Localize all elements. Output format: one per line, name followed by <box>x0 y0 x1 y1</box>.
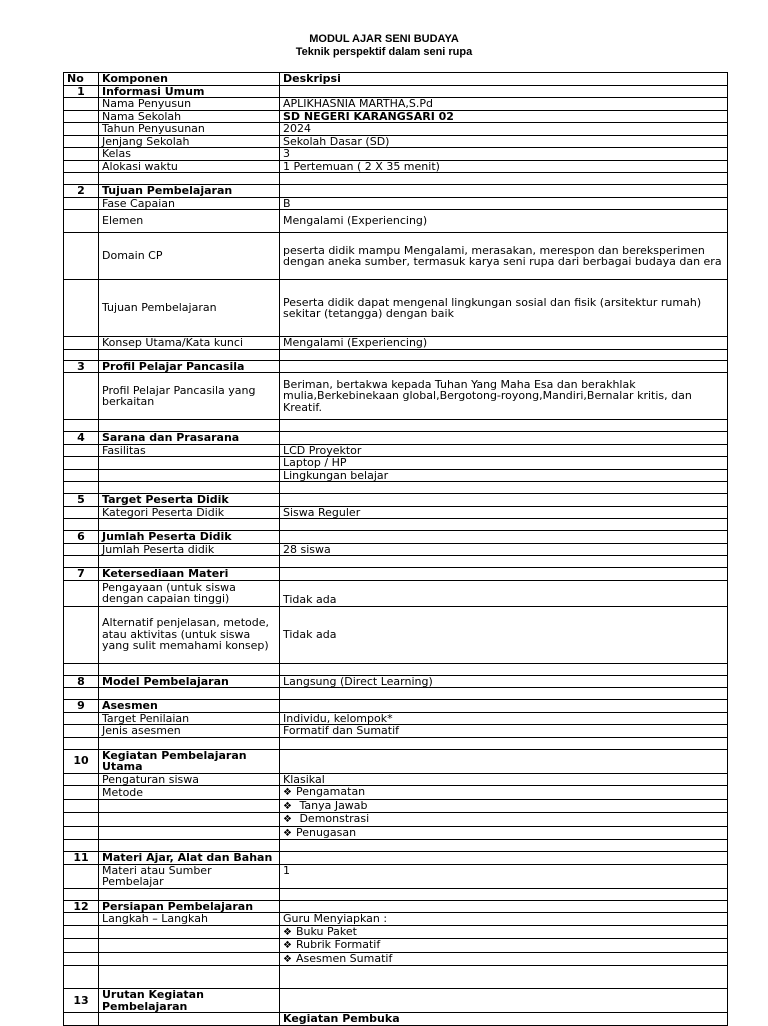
row-komponen: Nama Penyusun <box>99 98 280 111</box>
table-row <box>64 663 728 675</box>
bullet-item: ❖ Tanya Jawab <box>283 799 368 812</box>
table-row <box>64 864 728 888</box>
row-komponen <box>99 813 280 827</box>
table-row <box>64 606 728 663</box>
row-komponen: Nama Sekolah <box>99 110 280 123</box>
row-number <box>64 349 99 360</box>
row-deskripsi <box>280 966 728 989</box>
table-row <box>64 888 728 900</box>
table-row <box>64 786 728 800</box>
row-deskripsi: Tidak ada <box>280 606 728 663</box>
row-deskripsi <box>280 349 728 360</box>
row-komponen: Jenjang Sekolah <box>99 135 280 148</box>
row-number <box>64 939 99 953</box>
row-number <box>64 469 99 482</box>
row-deskripsi: Klasikal <box>280 773 728 786</box>
row-komponen: Profil Pelajar Pancasila <box>99 360 280 373</box>
row-komponen: Kategori Peserta Didik <box>99 506 280 519</box>
row-komponen: Persiapan Pembelajaran <box>99 900 280 913</box>
row-number <box>64 444 99 457</box>
table-row <box>64 444 728 457</box>
row-komponen <box>99 556 280 568</box>
row-number <box>64 888 99 900</box>
row-number <box>64 925 99 939</box>
table-row <box>64 98 728 111</box>
bullet-item: ❖ Penugasan <box>283 826 356 839</box>
row-deskripsi <box>280 840 728 852</box>
row-deskripsi <box>280 482 728 494</box>
row-komponen <box>99 519 280 531</box>
row-number <box>64 966 99 989</box>
table-row <box>64 675 728 688</box>
row-number <box>64 457 99 470</box>
row-deskripsi <box>280 852 728 865</box>
row-number <box>64 799 99 813</box>
row-komponen <box>99 888 280 900</box>
row-number <box>64 840 99 852</box>
row-number <box>64 280 99 337</box>
row-komponen: Konsep Utama/Kata kunci <box>99 337 280 350</box>
row-number <box>64 913 99 926</box>
table-row <box>64 349 728 360</box>
table-row <box>64 457 728 470</box>
table-row <box>64 85 728 98</box>
row-deskripsi: APLIKHASNIA MARTHA,S.Pd <box>280 98 728 111</box>
row-komponen: Alokasi waktu <box>99 160 280 173</box>
table-row <box>64 123 728 136</box>
row-number: 6 <box>64 531 99 544</box>
row-komponen <box>99 663 280 675</box>
row-deskripsi <box>280 888 728 900</box>
row-deskripsi <box>280 432 728 445</box>
table-row <box>64 135 728 148</box>
row-deskripsi <box>280 989 728 1013</box>
row-number <box>64 712 99 725</box>
row-number: 3 <box>64 360 99 373</box>
row-komponen: Domain CP <box>99 233 280 280</box>
row-komponen: Jumlah Peserta didik <box>99 543 280 556</box>
row-komponen <box>99 349 280 360</box>
row-number: 7 <box>64 568 99 581</box>
row-number <box>64 98 99 111</box>
bullet-item: ❖ Asesmen Sumatif <box>283 952 392 965</box>
row-deskripsi <box>280 826 728 840</box>
table-row <box>64 913 728 926</box>
row-number <box>64 173 99 185</box>
table-row <box>64 494 728 507</box>
row-deskripsi: 1 <box>280 864 728 888</box>
table-row <box>64 233 728 280</box>
row-deskripsi <box>280 900 728 913</box>
row-number <box>64 688 99 700</box>
row-komponen: Asesmen <box>99 700 280 713</box>
row-number <box>64 337 99 350</box>
row-number: 4 <box>64 432 99 445</box>
row-number <box>64 737 99 749</box>
row-number <box>64 606 99 663</box>
row-deskripsi <box>280 799 728 813</box>
row-komponen <box>99 420 280 432</box>
bullet-item: ❖ Buku Paket <box>283 925 357 938</box>
row-komponen: Kelas <box>99 148 280 161</box>
table-row <box>64 737 728 749</box>
table-row <box>64 799 728 813</box>
row-number: 5 <box>64 494 99 507</box>
row-number <box>64 482 99 494</box>
document-title: MODUL AJAR SENI BUDAYA <box>309 33 459 45</box>
row-deskripsi: Sekolah Dasar (SD) <box>280 135 728 148</box>
table-row <box>64 469 728 482</box>
row-deskripsi: SD NEGERI KARANGSARI 02 <box>280 110 728 123</box>
row-number <box>64 373 99 420</box>
row-komponen: Tahun Penyusunan <box>99 123 280 136</box>
row-komponen: Model Pembelajaran <box>99 675 280 688</box>
table-row <box>64 148 728 161</box>
row-number <box>64 160 99 173</box>
row-deskripsi: Guru Menyiapkan : <box>280 913 728 926</box>
row-number <box>64 773 99 786</box>
row-deskripsi: Siswa Reguler <box>280 506 728 519</box>
row-number: 2 <box>64 185 99 198</box>
row-komponen: Kegiatan Pembelajaran Utama <box>99 749 280 773</box>
row-number <box>64 123 99 136</box>
row-komponen <box>99 939 280 953</box>
row-number <box>64 813 99 827</box>
table-row <box>64 725 728 738</box>
row-deskripsi: Kegiatan Pembuka <box>280 1013 728 1026</box>
row-komponen: Fase Capaian <box>99 197 280 210</box>
row-komponen: Profil Pelajar Pancasila yang berkaitan <box>99 373 280 420</box>
table-row <box>64 712 728 725</box>
row-deskripsi <box>280 813 728 827</box>
row-deskripsi <box>280 494 728 507</box>
document-subtitle: Teknik perspektif dalam seni rupa <box>295 46 473 58</box>
row-komponen: Tujuan Pembelajaran <box>99 280 280 337</box>
row-number <box>64 135 99 148</box>
table-row <box>64 989 728 1013</box>
row-deskripsi <box>280 173 728 185</box>
row-komponen: Target Peserta Didik <box>99 494 280 507</box>
table-row <box>64 773 728 786</box>
row-komponen: Tujuan Pembelajaran <box>99 185 280 198</box>
row-number <box>64 556 99 568</box>
row-deskripsi <box>280 952 728 966</box>
row-deskripsi: Tidak ada <box>280 580 728 606</box>
row-komponen: Materi Ajar, Alat dan Bahan <box>99 852 280 865</box>
row-komponen: Urutan Kegiatan Pembelajaran <box>99 989 280 1013</box>
row-deskripsi: Formatif dan Sumatif <box>280 725 728 738</box>
row-number: 9 <box>64 700 99 713</box>
row-komponen <box>99 826 280 840</box>
header-deskripsi: Deskripsi <box>280 73 728 86</box>
row-deskripsi <box>280 688 728 700</box>
row-number <box>64 1013 99 1026</box>
row-komponen: Materi atau Sumber Pembelajar <box>99 864 280 888</box>
row-komponen: Sarana dan Prasarana <box>99 432 280 445</box>
row-number <box>64 826 99 840</box>
row-deskripsi <box>280 749 728 773</box>
table-row <box>64 185 728 198</box>
row-komponen <box>99 482 280 494</box>
row-deskripsi: peserta didik mampu Mengalami, merasakan, merespon dan bereksperimen dengan aneka sumber, termasuk karya seni rupa dari berbagai budaya dan era <box>280 233 728 280</box>
row-komponen <box>99 1013 280 1026</box>
row-number <box>64 506 99 519</box>
row-komponen: Ketersediaan Materi <box>99 568 280 581</box>
row-number <box>64 864 99 888</box>
row-deskripsi <box>280 939 728 953</box>
table-row <box>64 840 728 852</box>
row-deskripsi: Individu, kelompok* <box>280 712 728 725</box>
row-deskripsi <box>280 700 728 713</box>
row-deskripsi <box>280 531 728 544</box>
row-deskripsi <box>280 360 728 373</box>
row-number: 12 <box>64 900 99 913</box>
row-deskripsi: 1 Pertemuan ( 2 X 35 menit) <box>280 160 728 173</box>
table-row <box>64 543 728 556</box>
row-komponen: Pengaturan siswa <box>99 773 280 786</box>
row-deskripsi <box>280 737 728 749</box>
row-number: 10 <box>64 749 99 773</box>
row-deskripsi: Lingkungan belajar <box>280 469 728 482</box>
row-number: 13 <box>64 989 99 1013</box>
table-row <box>64 749 728 773</box>
row-deskripsi: LCD Proyektor <box>280 444 728 457</box>
header-no: No <box>64 73 99 86</box>
row-komponen: Target Penilaian <box>99 712 280 725</box>
row-deskripsi: Peserta didik dapat mengenal lingkungan sosial dan fisik (arsitektur rumah) sekitar (tetangga) dengan baik <box>280 280 728 337</box>
row-komponen <box>99 952 280 966</box>
row-komponen <box>99 925 280 939</box>
row-deskripsi <box>280 519 728 531</box>
row-deskripsi: Laptop / HP <box>280 457 728 470</box>
row-deskripsi: B <box>280 197 728 210</box>
row-deskripsi: 3 <box>280 148 728 161</box>
table-row <box>64 337 728 350</box>
row-deskripsi <box>280 925 728 939</box>
table-row <box>64 482 728 494</box>
table-row <box>64 852 728 865</box>
table-row <box>64 688 728 700</box>
table-row <box>64 110 728 123</box>
row-number <box>64 725 99 738</box>
table-row <box>64 420 728 432</box>
row-komponen <box>99 737 280 749</box>
table-row <box>64 373 728 420</box>
row-komponen <box>99 457 280 470</box>
row-komponen <box>99 469 280 482</box>
table-row <box>64 506 728 519</box>
row-deskripsi: 2024 <box>280 123 728 136</box>
row-number <box>64 110 99 123</box>
table-row <box>64 952 728 966</box>
table-row <box>64 1013 728 1026</box>
row-komponen <box>99 799 280 813</box>
row-komponen: Informasi Umum <box>99 85 280 98</box>
row-number <box>64 420 99 432</box>
row-number: 1 <box>64 85 99 98</box>
row-number <box>64 197 99 210</box>
row-deskripsi: Beriman, bertakwa kepada Tuhan Yang Maha Esa dan berakhlak mulia,Berkebinekaan global,Bergotong-royong,Mandiri,Bernalar kritis, dan Kreatif. <box>280 373 728 420</box>
row-number <box>64 786 99 800</box>
row-komponen: Pengayaan (untuk siswa dengan capaian tinggi) <box>99 580 280 606</box>
table-row <box>64 519 728 531</box>
row-komponen <box>99 173 280 185</box>
row-deskripsi: Langsung (Direct Learning) <box>280 675 728 688</box>
row-deskripsi: Mengalami (Experiencing) <box>280 210 728 233</box>
row-number <box>64 519 99 531</box>
row-deskripsi <box>280 786 728 800</box>
table-row <box>64 925 728 939</box>
row-deskripsi <box>280 556 728 568</box>
table-row <box>64 568 728 581</box>
table-row <box>64 813 728 827</box>
row-deskripsi <box>280 663 728 675</box>
row-komponen <box>99 966 280 989</box>
row-number: 11 <box>64 852 99 865</box>
row-number <box>64 148 99 161</box>
table-row <box>64 210 728 233</box>
table-row <box>64 432 728 445</box>
table-row <box>64 360 728 373</box>
row-number <box>64 952 99 966</box>
table-row <box>64 966 728 989</box>
row-number: 8 <box>64 675 99 688</box>
row-number <box>64 580 99 606</box>
row-komponen: Metode <box>99 786 280 800</box>
row-number <box>64 233 99 280</box>
row-komponen <box>99 688 280 700</box>
table-header-row <box>64 73 728 86</box>
row-deskripsi <box>280 85 728 98</box>
row-komponen: Fasilitas <box>99 444 280 457</box>
row-deskripsi <box>280 420 728 432</box>
table-row <box>64 900 728 913</box>
row-number <box>64 543 99 556</box>
header-komponen: Komponen <box>99 73 280 86</box>
row-deskripsi: 28 siswa <box>280 543 728 556</box>
row-komponen: Jumlah Peserta Didik <box>99 531 280 544</box>
row-komponen <box>99 840 280 852</box>
table-row <box>64 556 728 568</box>
table-row <box>64 173 728 185</box>
table-row <box>64 160 728 173</box>
table-row <box>64 700 728 713</box>
table-row <box>64 280 728 337</box>
row-number <box>64 210 99 233</box>
table-row <box>64 580 728 606</box>
bullet-item: ❖ Pengamatan <box>283 786 365 799</box>
table-row <box>64 531 728 544</box>
bullet-item: ❖ Rubrik Formatif <box>283 939 380 952</box>
row-deskripsi <box>280 185 728 198</box>
row-komponen: Alternatif penjelasan, metode, atau aktivitas (untuk siswa yang sulit memahami konsep) <box>99 606 280 663</box>
row-deskripsi <box>280 568 728 581</box>
row-deskripsi: Mengalami (Experiencing) <box>280 337 728 350</box>
row-komponen: Jenis asesmen <box>99 725 280 738</box>
row-komponen: Elemen <box>99 210 280 233</box>
row-komponen: Langkah – Langkah <box>99 913 280 926</box>
bullet-item: ❖ Demonstrasi <box>283 813 369 826</box>
row-number <box>64 663 99 675</box>
table-row <box>64 939 728 953</box>
table-row <box>64 826 728 840</box>
modul-table <box>63 72 728 1026</box>
table-row <box>64 197 728 210</box>
